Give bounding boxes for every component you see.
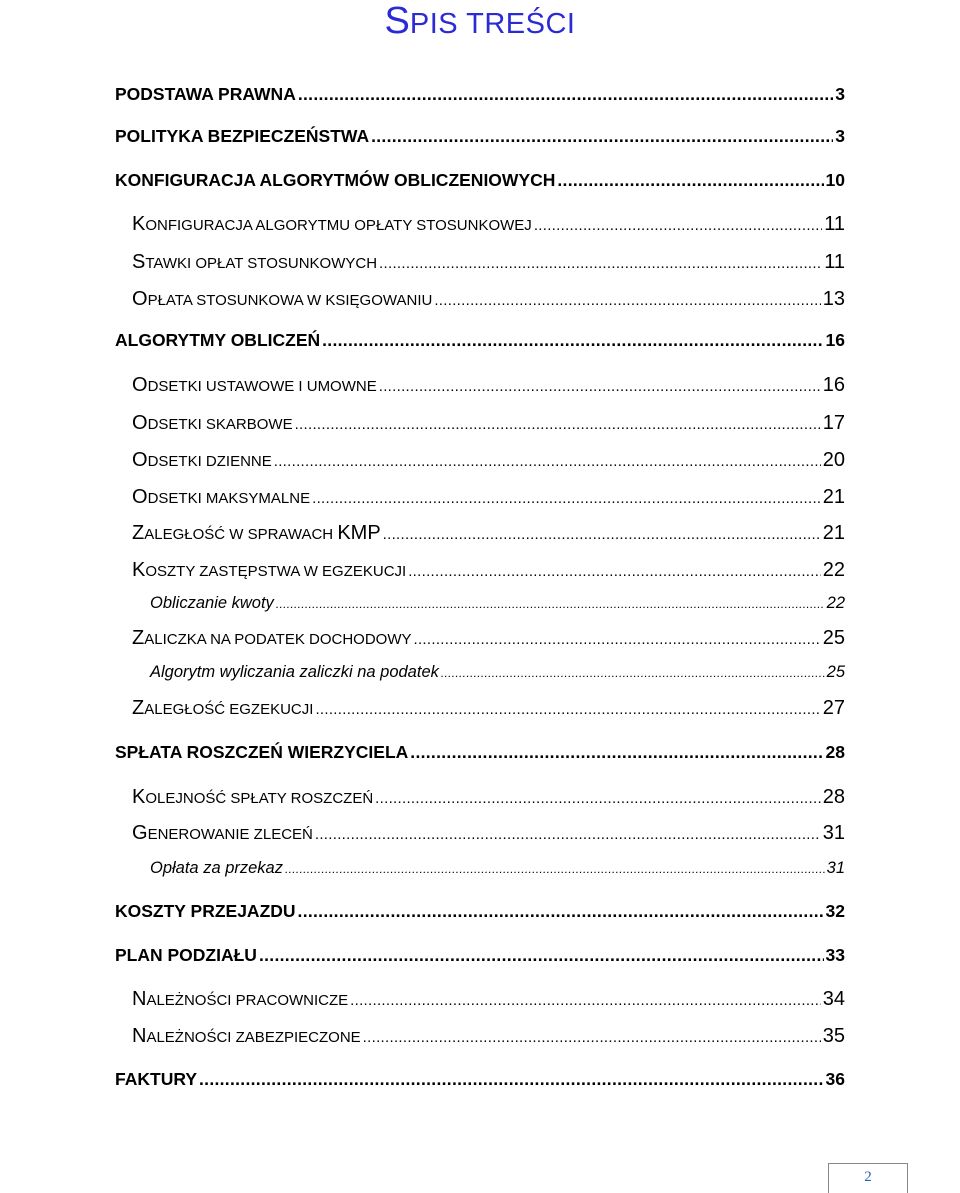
toc-entry[interactable] (132, 213, 845, 236)
toc-dot-leader (375, 790, 821, 807)
toc-dot-leader (557, 170, 823, 191)
toc-dot-leader (371, 126, 833, 147)
toc-dot-leader (410, 742, 823, 763)
toc-entry-page: 36 (825, 1069, 845, 1089)
toc-entry[interactable] (115, 170, 845, 191)
toc-entry-rest: TAWKI OPŁAT STOSUNKOWYCH (145, 255, 378, 272)
toc-dot-leader (312, 490, 821, 507)
toc-entry[interactable] (132, 522, 845, 545)
toc-entry-title: Opłata za przekaz (150, 859, 283, 877)
toc-entry-rest: ONFIGURACJA ALGORYTMU OPŁATY STOSUNKOWEJ (145, 217, 532, 234)
toc-entry[interactable] (115, 84, 845, 105)
toc-entry-title (132, 822, 313, 845)
toc-dot-leader (379, 378, 821, 395)
toc-entry[interactable] (132, 988, 845, 1011)
toc-entry-title (132, 288, 432, 311)
toc-entry-initial: O (132, 288, 148, 310)
toc-entry[interactable] (132, 251, 845, 274)
toc-entry-rest: ALEGŁOŚĆ EGZEKUCJI (144, 701, 314, 718)
toc-entry-page: 25 (826, 663, 845, 681)
toc-dot-leader (315, 826, 821, 843)
toc-entry-title (132, 1025, 361, 1048)
toc-entry-title: Obliczanie kwoty (150, 594, 274, 612)
toc-entry-page: 21 (822, 486, 845, 508)
toc-entry-title: KOSZTY PRZEJAZDU (115, 901, 296, 921)
toc-entry-page: 22 (822, 559, 845, 581)
title-initial: S (384, 0, 410, 42)
toc-entry-title (132, 559, 406, 582)
toc-dot-leader (259, 945, 824, 966)
toc-dot-leader (274, 453, 821, 470)
toc-entry-page: 21 (822, 522, 845, 544)
toc-entry-rest: ALEŻNOŚCI ZABEZPIECZONE (146, 1029, 361, 1046)
toc-entry[interactable] (132, 449, 845, 472)
toc-entry-initial: K (132, 786, 146, 808)
toc-entry-title: Algorytm wyliczania zaliczki na podatek (150, 663, 439, 681)
toc-entry-initial: K (132, 213, 146, 235)
toc-entry[interactable] (115, 1069, 845, 1090)
toc-entry-title (132, 213, 532, 236)
toc-entry-title (132, 449, 272, 472)
toc-dot-leader (441, 666, 825, 680)
toc-dot-leader (276, 597, 825, 611)
toc-entry-initial: O (132, 449, 148, 471)
toc-dot-leader (298, 901, 824, 922)
toc-entry-initial: Z (132, 697, 145, 719)
toc-entry-page: 11 (824, 251, 845, 273)
toc-entry-page: 3 (835, 84, 845, 104)
toc-entry-rest: ALEGŁOŚĆ W SPRAWACH (144, 526, 338, 543)
toc-entry-page: 32 (825, 901, 845, 921)
toc-entry[interactable] (132, 559, 845, 582)
toc-entry-rest: DSETKI SKARBOWE (147, 416, 293, 433)
toc-dot-leader (295, 416, 821, 433)
toc-dot-leader (285, 862, 825, 876)
toc-entry[interactable] (115, 945, 845, 966)
toc-entry[interactable] (115, 742, 845, 763)
page-number: 2 (864, 1169, 872, 1185)
toc-entry-initial: N (132, 1025, 147, 1047)
toc-entry-rest: OLEJNOŚĆ SPŁATY ROSZCZEŃ (145, 790, 374, 807)
toc-entry-title: ALGORYTMY OBLICZEŃ (115, 330, 321, 350)
toc-entry-initial: K (132, 559, 146, 581)
toc-dot-leader (434, 292, 820, 309)
toc-entry-page: 22 (826, 594, 845, 612)
toc-entry[interactable] (132, 412, 845, 435)
toc-entry[interactable] (132, 288, 845, 311)
toc-entry-page: 25 (822, 627, 845, 649)
toc-entry[interactable] (132, 822, 845, 845)
toc-entry[interactable] (150, 663, 845, 682)
toc-entry[interactable] (132, 486, 845, 509)
toc-entry-page: 35 (822, 1025, 845, 1047)
toc-entry-initial: Z (132, 522, 145, 544)
toc-entry-title (132, 786, 373, 809)
toc-entry-page: 10 (825, 170, 845, 190)
toc-entry-rest: ALEŻNOŚCI PRACOWNICZE (146, 992, 349, 1009)
toc-entry[interactable] (132, 786, 845, 809)
toc-entry-initial: Z (132, 627, 145, 649)
toc-entry-page: 3 (835, 126, 845, 146)
toc-entry-title: PLAN PODZIAŁU (115, 945, 257, 965)
toc-entry-page: 20 (822, 449, 845, 471)
toc-entry-initial: O (132, 374, 148, 396)
toc-entry-page: 11 (824, 213, 845, 235)
toc-entry-title (132, 412, 293, 435)
toc-dot-leader (315, 701, 820, 718)
toc-entry[interactable] (150, 859, 845, 878)
toc-entry-rest: OSZTY ZASTĘPSTWA W EGZEKUCJI (145, 563, 407, 580)
toc-entry-rest: PŁATA STOSUNKOWA W KSIĘGOWANIU (147, 292, 433, 309)
toc-entry-rest: DSETKI MAKSYMALNE (147, 490, 311, 507)
toc-entry-rest: DSETKI DZIENNE (147, 453, 272, 470)
toc-entry-initial: O (132, 412, 148, 434)
toc-entry-rest: DSETKI USTAWOWE I UMOWNE (147, 378, 377, 395)
toc-dot-leader (383, 526, 821, 543)
toc-entry-rest: ENEROWANIE ZLECEŃ (147, 826, 313, 843)
toc-entry-title (132, 627, 412, 650)
toc-entry[interactable] (132, 697, 845, 720)
toc-entry-title (132, 374, 377, 397)
toc-dot-leader (414, 631, 821, 648)
toc-entry-page: 17 (822, 412, 845, 434)
toc-entry-title: SPŁATA ROSZCZEŃ WIERZYCIELA (115, 742, 409, 762)
toc-entry-page: 31 (822, 822, 845, 844)
toc-dot-leader (199, 1069, 824, 1090)
toc-entry-title: PODSTAWA PRAWNA (115, 84, 296, 104)
toc-entry-tail: KMP (337, 522, 381, 544)
toc-entry[interactable] (150, 594, 845, 613)
toc-entry-page: 13 (822, 288, 845, 310)
toc-entry[interactable] (132, 1025, 845, 1048)
toc-entry-page: 33 (825, 945, 845, 965)
toc-entry-page: 28 (822, 786, 845, 808)
toc-entry-page: 28 (825, 742, 845, 762)
toc-entry-initial: G (132, 822, 148, 844)
toc-entry-title: FAKTURY (115, 1069, 197, 1089)
toc-entry-title (132, 251, 377, 274)
toc-dot-leader (363, 1029, 821, 1046)
toc-entry-page: 16 (822, 374, 845, 396)
toc-entry-title: KONFIGURACJA ALGORYTMÓW OBLICZENIOWYCH (115, 170, 556, 190)
toc-entry-page: 31 (826, 859, 845, 877)
toc-dot-leader (534, 217, 822, 234)
toc-dot-leader (298, 84, 833, 105)
toc-entry-title (132, 988, 348, 1011)
toc-entry-initial: O (132, 486, 148, 508)
toc-entry-title (132, 486, 310, 509)
toc-entry[interactable] (115, 126, 845, 147)
toc-entry-title: POLITYKA BEZPIECZEŃSTWA (115, 126, 370, 146)
toc-entry-title (132, 522, 381, 545)
toc-entry-initial: N (132, 988, 147, 1010)
toc-entry-initial: S (132, 251, 146, 273)
toc-dot-leader (322, 330, 823, 351)
toc-entry[interactable] (132, 374, 845, 397)
toc-dot-leader (350, 992, 821, 1009)
toc-entry-title (132, 697, 313, 720)
toc-dot-leader (379, 255, 822, 272)
toc-entry-page: 34 (822, 988, 845, 1010)
toc-entry-page: 16 (825, 330, 845, 350)
toc-entry-rest: ALICZKA NA PODATEK DOCHODOWY (144, 631, 412, 648)
toc-entry-page: 27 (822, 697, 845, 719)
toc-entry[interactable] (132, 627, 845, 650)
title-rest: PIS TREŚCI (409, 8, 576, 40)
page-number-tab (828, 1163, 908, 1193)
toc-entry[interactable] (115, 330, 845, 351)
toc-entry[interactable] (115, 901, 845, 922)
toc-dot-leader (408, 563, 821, 580)
